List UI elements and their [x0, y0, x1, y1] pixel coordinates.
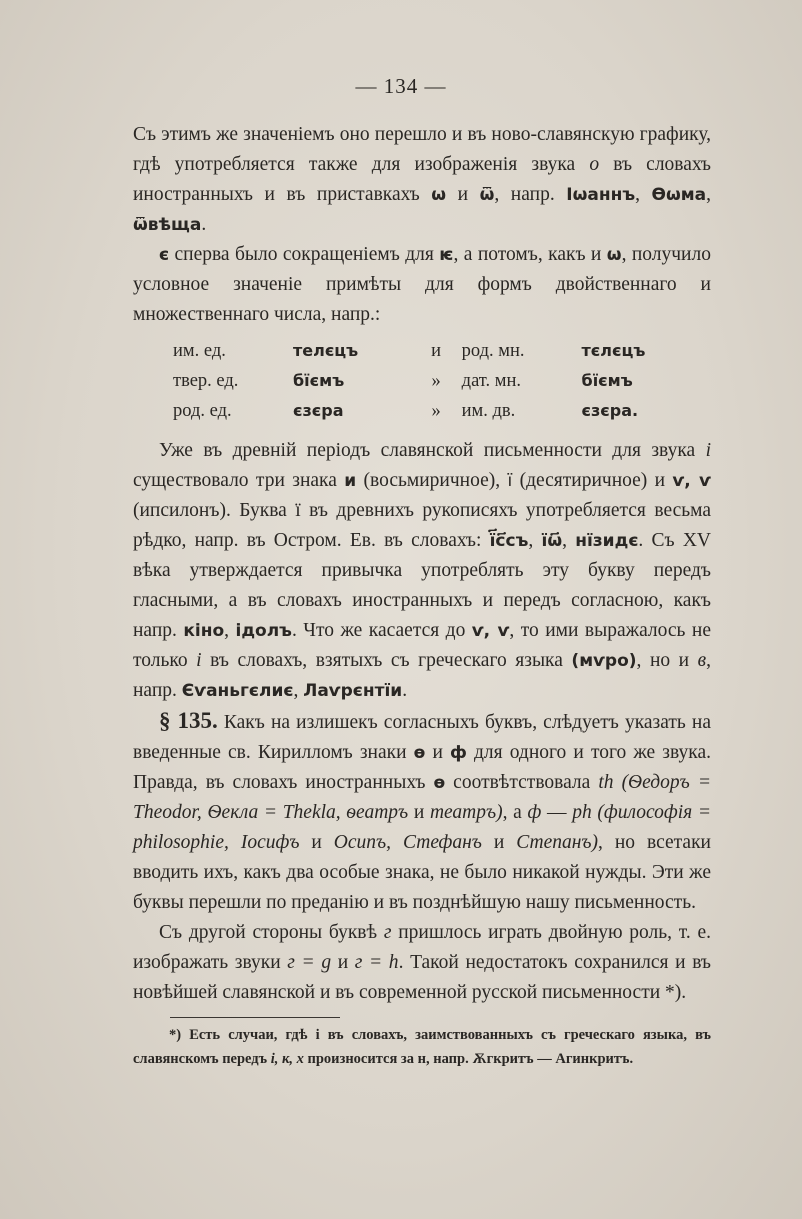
italic-text: театръ) — [429, 802, 503, 823]
slavonic-word: Лаѵрєнтїи — [303, 681, 403, 701]
slavonic-letter: і — [315, 1027, 320, 1043]
text: . Такой недостатокъ сохранился и въ новѣйшей славянской и въ современной русской письменности *). — [133, 952, 711, 1003]
text: существовало три знака — [133, 470, 345, 491]
slavonic-letter: и — [344, 471, 357, 491]
text: , а потомъ, какъ и — [453, 244, 607, 265]
italic-letter: о — [589, 154, 600, 175]
italic-letter: в — [697, 650, 707, 671]
text: . Что же касается до — [291, 620, 472, 641]
italic-text: ph (философія = philosophie, Іосифъ — [133, 802, 712, 853]
text: и — [408, 802, 430, 823]
text: . Съ XV вѣка утверждается привычка употреблять эту букву передъ гласными, а въ словахъ иностранныхъ и передъ согласною, какъ напр. — [133, 530, 712, 641]
slavonic-word: ї҃с҃съ — [489, 531, 529, 551]
slavonic-word: Єѵаньгєлиє — [181, 681, 294, 701]
text: , — [706, 184, 712, 205]
italic-letters: і, к, х — [270, 1051, 304, 1067]
slavonic-letter: ф — [450, 743, 467, 763]
text: . — [402, 680, 408, 701]
italic-formula: г = g — [287, 952, 332, 973]
paragraph-1 — [133, 120, 711, 240]
text: , — [635, 184, 652, 205]
text: и — [425, 742, 451, 763]
paragraph-5 — [133, 918, 711, 1008]
paragraph-2 — [133, 240, 711, 330]
text: , — [528, 530, 542, 551]
italic-text: ф — [527, 802, 542, 823]
text: *) Есть случаи, гдѣ — [169, 1027, 316, 1043]
text: — — [541, 802, 573, 823]
separator: » — [431, 401, 441, 421]
text: (ипсилонъ). Буква ї въ древнихъ рукописяхъ употребляется весьма рѣдко, напр. въ Остром. Ев. въ словахъ: — [133, 500, 711, 551]
slavonic-letter: ѳ — [413, 743, 426, 763]
text: Съ другой стороны буквѣ — [159, 922, 384, 943]
text: Какъ на излишекъ согласныхъ буквъ, слѣдуетъ указать на введенные св. Кирилломъ знаки — [133, 712, 712, 763]
text: , — [224, 620, 236, 641]
text: и — [481, 832, 517, 853]
section-number: § 135. — [159, 708, 218, 733]
case-label: твер. ед. — [173, 371, 239, 391]
slavonic-letter: ѿ — [479, 185, 495, 205]
slavonic-word: Ѳѡма — [651, 185, 707, 205]
text: Агинкритъ — [555, 1051, 630, 1067]
text: , напр. — [494, 184, 567, 205]
italic-text: Степанъ) — [516, 832, 599, 853]
text: для одного и того же звука. Правда, въ словахъ иностранныхъ — [133, 742, 712, 793]
text: , — [562, 530, 576, 551]
slavonic-word: єзєра. — [581, 401, 639, 420]
table-row — [173, 366, 711, 396]
italic-letter: і — [705, 440, 711, 461]
italic-formula: г = h — [354, 952, 399, 973]
text: (восьмиричное), — [356, 470, 508, 491]
body-text — [133, 120, 711, 1008]
table-row — [173, 396, 711, 426]
text: , то ими выражалось не только — [133, 620, 711, 671]
slavonic-letter: ѡ — [606, 245, 622, 265]
text: , получило условное значеніе примѣты для формъ двойственнаго и множественнаго числа, напр.: — [133, 244, 711, 325]
text: , напр. — [133, 650, 711, 701]
text: (десятиричное) и — [512, 470, 673, 491]
slavonic-word: (мѵро) — [571, 651, 637, 671]
slavonic-letter: н — [417, 1051, 426, 1067]
separator: и — [431, 341, 442, 361]
text: . — [201, 214, 207, 235]
text: и — [446, 184, 480, 205]
page-number: — 134 — — [355, 74, 447, 98]
text: — — [533, 1051, 556, 1067]
slavonic-word: Іѡаннъ — [566, 185, 636, 205]
case-label: род. мн. — [461, 341, 525, 361]
separator: » — [431, 371, 441, 391]
paragraph-3 — [133, 436, 711, 706]
text: , но и — [636, 650, 698, 671]
text: , — [293, 680, 304, 701]
text: Съ этимъ же значеніемъ оно перешло и въ ново-славянскую графику, гдѣ употребляется также для изображенія звука — [133, 124, 711, 175]
slavonic-letter: ѳ — [433, 773, 446, 793]
text: сперва было сокращеніемъ для — [169, 244, 440, 265]
text: Уже въ древній періодъ славянской письменности для звука — [159, 440, 706, 461]
text: и — [299, 832, 334, 853]
slavonic-letter: ѵ, ѵ — [471, 621, 510, 641]
text: въ словахъ, взятыхъ съ греческаго языка — [201, 650, 572, 671]
slavonic-word: Ѫгкритъ — [472, 1051, 534, 1067]
slavonic-word: їѡ҃ — [541, 531, 563, 551]
italic-letter: г — [383, 922, 392, 943]
slavonic-letter: ї — [507, 471, 513, 491]
text: соотвѣтствовала — [445, 772, 599, 793]
text: пришлось играть двойную роль, т. е. изображать звуки — [133, 922, 711, 973]
case-label: им. дв. — [461, 401, 516, 421]
italic-text: th (Ѳедоръ = Theodor, Ѳекла = Thekla, ѳеатръ — [133, 772, 711, 823]
paragraph-4 — [133, 706, 711, 918]
text: . — [629, 1051, 634, 1067]
slavonic-word: кіно — [183, 621, 225, 641]
slavonic-letter: ѵ, ѵ — [672, 471, 711, 491]
text: и — [331, 952, 355, 973]
slavonic-word: бїємъ — [581, 371, 633, 390]
slavonic-letter: ѡ — [431, 185, 447, 205]
footnote-rule — [170, 1017, 340, 1018]
slavonic-letter: ѥ — [439, 245, 454, 265]
slavonic-word: ѿвѣща — [133, 215, 202, 235]
text: въ словахъ иностранныхъ и въ приставкахъ — [133, 154, 711, 205]
text: , но всетаки вводить ихъ, какъ два особые знака, не было никакой нужды. Эти же буквы перешли по преданію и въ позднѣйшую нашу письменность. — [133, 832, 711, 913]
slavonic-letter: є — [159, 245, 170, 265]
example-table — [173, 336, 711, 426]
table-row — [173, 336, 711, 366]
case-label: род. ед. — [173, 401, 232, 421]
slavonic-word: тєлєцъ — [581, 341, 646, 360]
italic-text: Осипъ, Стефанъ — [333, 832, 482, 853]
footnote — [133, 1023, 711, 1071]
text: въ словахъ, заимствованныхъ съ греческаго языка, въ славянскомъ передъ — [133, 1027, 711, 1067]
italic-letter: і — [196, 650, 202, 671]
slavonic-word: нїзидє — [575, 531, 639, 551]
slavonic-word: телєцъ — [292, 341, 359, 360]
slavonic-word: єзєра — [292, 401, 344, 420]
text: , напр. — [425, 1051, 473, 1067]
text: произносится за — [303, 1051, 418, 1067]
case-label: дат. мн. — [461, 371, 521, 391]
text: , а — [502, 802, 528, 823]
slavonic-word: бїємъ — [292, 371, 345, 390]
case-label: им. ед. — [173, 341, 226, 361]
slavonic-word: ідолъ — [235, 621, 292, 641]
